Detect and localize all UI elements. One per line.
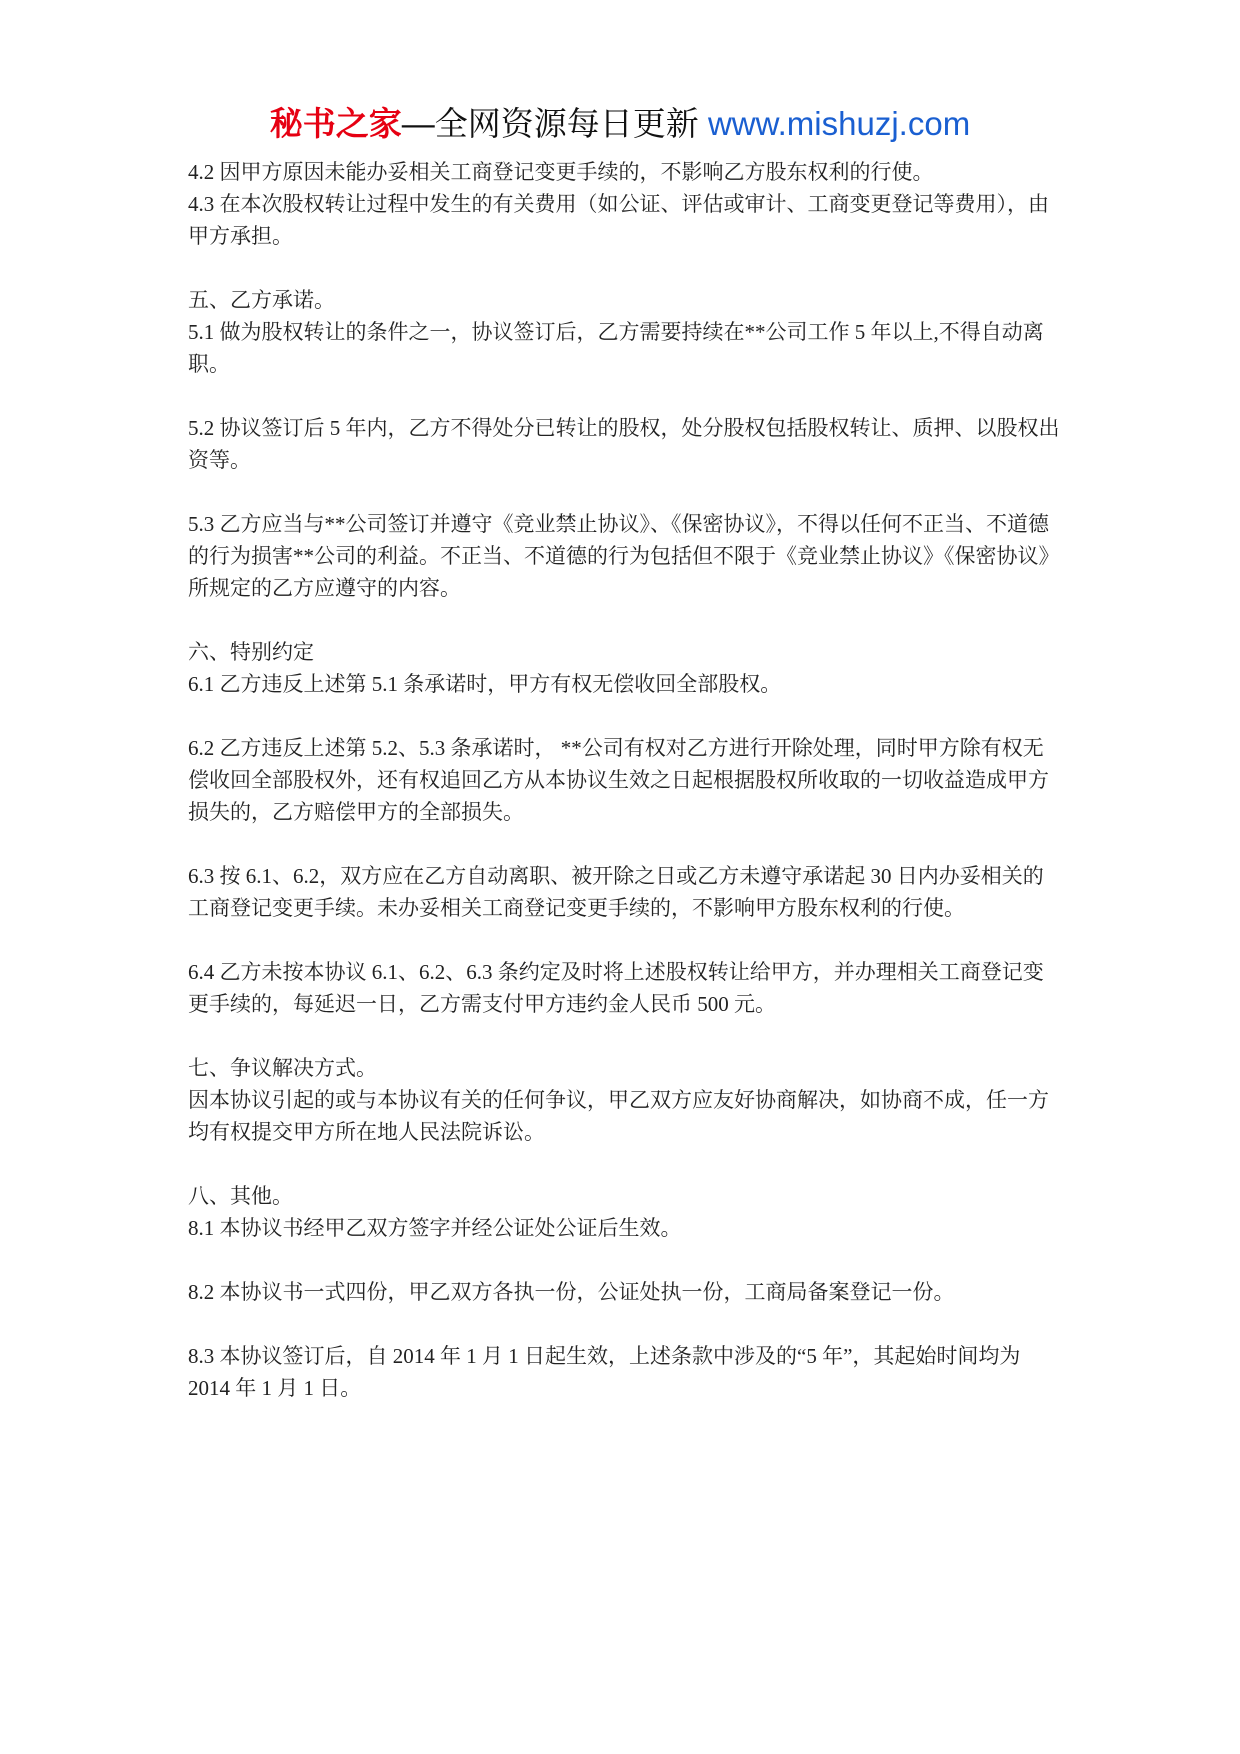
- site-header: [0, 98, 1240, 150]
- clause-6-1: 6.1 乙方违反上述第 5.1 条承诺时，甲方有权无偿收回全部股权。: [188, 672, 782, 696]
- clause-4-3: 4.3 在本次股权转让过程中发生的有关费用（如公证、评估或审计、工商变更登记等费用），由甲方承担。: [188, 192, 1049, 248]
- section-5-heading: 五、乙方承诺。: [188, 288, 335, 312]
- clause-8-3: 8.3 本协议签订后，自 2014 年 1 月 1 日起生效，上述条款中涉及的“5 年”，其起始时间均为 2014 年 1 月 1 日。: [188, 1344, 1021, 1400]
- clause-5-1: 5.1 做为股权转让的条件之一，协议签订后，乙方需要持续在**公司工作 5 年以上,不得自动离职。: [188, 320, 1044, 376]
- clause-6-4: 6.4 乙方未按本协议 6.1、6.2、6.3 条约定及时将上述股权转让给甲方，并办理相关工商登记变更手续的，每延迟一日，乙方需支付甲方违约金人民币 500 元。: [188, 960, 1044, 1016]
- section-7-heading: 七、争议解决方式。: [188, 1056, 377, 1080]
- clause-5-2: 5.2 协议签订后 5 年内，乙方不得处分已转让的股权，处分股权包括股权转让、质押、以股权出资等。: [188, 416, 1060, 472]
- section-8-heading: 八、其他。: [188, 1184, 293, 1208]
- site-brand: 秘书之家: [269, 105, 402, 142]
- clause-4-2: 4.2 因甲方原因未能办妥相关工商登记变更手续的，不影响乙方股东权利的行使。: [188, 160, 934, 184]
- clause-6-2: 6.2 乙方违反上述第 5.2、5.3 条承诺时， **公司有权对乙方进行开除处理，同时甲方除有权无偿收回全部股权外，还有权追回乙方从本协议生效之日起根据股权所收取的一切收益造成甲方损失的，乙方赔偿甲方的全部损失。: [188, 736, 1049, 824]
- site-slogan: —全网资源每日更新: [401, 105, 699, 142]
- document-body: [188, 156, 1064, 1404]
- clause-6-3: 6.3 按 6.1、6.2，双方应在乙方自动离职、被开除之日或乙方未遵守承诺起 30 日内办妥相关的工商登记变更手续。未办妥相关工商登记变更手续的，不影响甲方股东权利的行使。: [188, 864, 1044, 920]
- clause-5-3: 5.3 乙方应当与**公司签订并遵守《竞业禁止协议》、《保密协议》，不得以任何不正当、不道德的行为损害**公司的利益。不正当、不道德的行为包括但不限于《竞业禁止协议》《保密协议》所规定的乙方应遵守的内容。: [188, 512, 1060, 600]
- section-7-body: 因本协议引起的或与本协议有关的任何争议，甲乙双方应友好协商解决，如协商不成，任一方均有权提交甲方所在地人民法院诉讼。: [188, 1088, 1049, 1144]
- site-url-link[interactable]: www.mishuzj.com: [707, 105, 971, 142]
- clause-8-1: 8.1 本协议书经甲乙双方签字并经公证处公证后生效。: [188, 1216, 682, 1240]
- clause-8-2: 8.2 本协议书一式四份，甲乙双方各执一份，公证处执一份，工商局备案登记一份。: [188, 1280, 955, 1304]
- section-6-heading: 六、特别约定: [188, 640, 314, 664]
